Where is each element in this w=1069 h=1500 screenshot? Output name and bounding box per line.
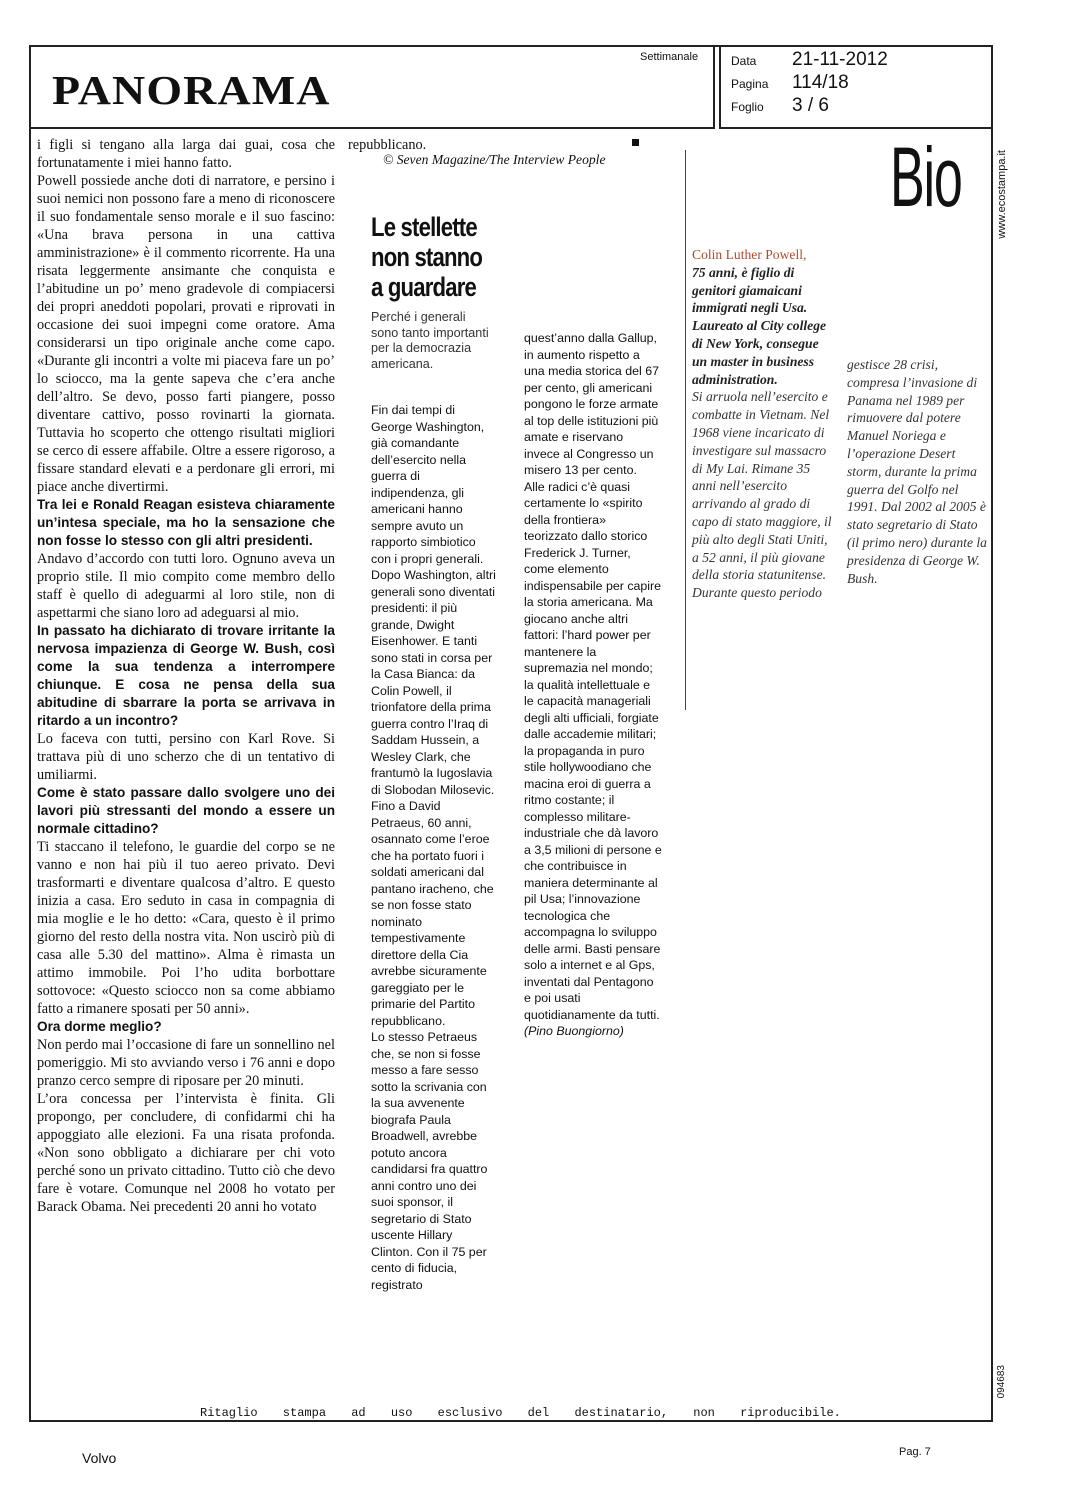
client-name: Volvo (82, 1450, 117, 1466)
bio-career: Si arruola nell’esercito e combatte in Vietnam. Nel 1968 viene incaricato di investigare sul massacro di My Lai. Rimane 35 anni nell’esercito arrivando al grado di capo di stato maggiore, il più alto degli Stati Uniti, a 52 anni, il più giovane della storia statunitense. Durante questo periodo (692, 389, 832, 601)
box-paragraph: Lo stesso Petraeus che, se non si fosse messo a fare sesso sotto la scrivania con la sua avvenente biografa Paula Broadwell, avrebbe potuto ancora candidarsi fra quattro anni contro uno dei suoi sponsor, il segretario di Stato uscente Hillary Clinton. Con il 75 per cento di fiducia, registrato (371, 1030, 488, 1292)
sheet-value: 3 / 6 (792, 95, 829, 116)
bio-title: Bio (890, 130, 962, 224)
bio-column-a (692, 246, 832, 602)
box-column-a (371, 402, 497, 1293)
agency-website: www.ecostampa.it (996, 150, 1008, 239)
box-paragraph (524, 479, 662, 1040)
clipping-code: 094683 (996, 1365, 1007, 1399)
interview-question: Come è stato passare dallo svolgere uno dei lavori più stressanti del mondo a essere un normale cittadino? (37, 785, 335, 836)
end-of-article-mark (632, 139, 639, 146)
box-paragraph-text: Alle radici c’è quasi certamente lo «spirito della frontiera» teorizzato dallo storico Frederick J. Turner, come elemento indispensabile per capire la storia americana. Ma giocano anche altri fattori: l’hard power per mantenere la supremazia nel mondo; la qualità intellettuale e le capacità manageriali degli alti ufficiali, forgiate dalle accademie militari; la propaganda in puro stile hollywoodiano che macina eroi di guerra a ritmo costante; il complesso militare-industriale che dà lavoro a 3,5 milioni di persone e che contribuisce in maniera determinante al pil Usa; l’innovazione tecnologica che accompagna lo sviluppo delle armi. Basti pensare solo a internet e al Gps, inventati dal Pentagono e poi usati quotidianamente da tutti. (524, 479, 662, 1022)
box-column-b (524, 330, 662, 1040)
bio-intro: 75 anni, è figlio di genitori giamaicani immigrati negli Usa. Laureato al City college di New York, consegue un master in business administration. (692, 264, 827, 387)
page-number: Pag. 7 (899, 1446, 931, 1458)
date-value: 21-11-2012 (792, 49, 888, 70)
interview-question: In passato ha dichiarato di trovare irritante la nervosa impazienza di George W. Bush, così come la sua tendenza a interrompere chiunque. E cosa ne pensa della sua abitudine di sbarrare la porta se arrivava in ritardo a un incontro? (37, 623, 335, 728)
page-label: Pagina (731, 77, 769, 91)
interview-paragraph: Lo faceva con tutti, persino con Karl Rove. Si trattava più di uno scherzo che di un tentativo di umiliarmi. (37, 731, 335, 783)
bio-divider (685, 150, 686, 710)
interview-question: Ora dorme meglio? (37, 1019, 162, 1034)
copyright-notice: Ritaglio stampa ad uso esclusivo del destinatario, non riproducibile. (200, 1406, 841, 1420)
interview-question: Tra lei e Ronald Reagan esisteva chiaramente un’intesa speciale, ma ho la sensazione che non fosse lo stesso con gli altri presidenti. (37, 497, 335, 548)
interview-paragraph: Ti staccano il telefono, le guardie del corpo se ne vanno e non hai più il tuo aereo privato. Devi trasformarti e diventare qualcosa d’altro. E questo inizia a casa. Ero seduto in casa in compagnia di mia moglie e le ho detto: «Cara, questo è il primo giorno del resto della nostra vita. Non uscirò più di casa alle 5.30 del mattino». Alma è rimasta un attimo immobile. Poi l’ho udita borbottare sottovoce: «Questo sciocco non sa come abbiamo fatto a rimanere sposati per 50 anni». (37, 839, 335, 1017)
box-paragraph: quest’anno dalla Gallup, in aumento rispetto a una media storica del 67 per cento, gli americani pongono le forze armate al top delle istituzioni più amate e riservano invece al Congresso un misero 13 per cento. (524, 331, 660, 477)
page-value: 114/18 (792, 72, 849, 93)
box-paragraph: Fin dai tempi di George Washington, già comandante dell’esercito nella guerra di indipendenza, gli americani hanno sempre avuto un rapporto simbiotico con i propri generali. Dopo Washington, altri generali sono diventati presidenti: il più grande, Dwight Eisenhower. E tanti sono stati in corsa per la Casa Bianca: da Colin Powell, il trionfatore della prima guerra contro l’Iraq di Saddam Hussein, a Wesley Clark, che frantumò la Iugoslavia di Slobodan Milosevic. Fino a David Petraeus, 60 anni, osannato come l’eroe che ha portato fuori i soldati americani dal pantano iracheno, che se non fosse stato nominato tempestivamente direttore della Cia avrebbe sicuramente gareggiato per le primarie del Partito repubblicano. (371, 403, 496, 1028)
interview-paragraph: Non perdo mai l’occasione di fare un sonnellino nel pomeriggio. Mi sto avviando verso i 76 anni e dopo pranzo cerco sempre di riposare per 20 minuti. (37, 1037, 335, 1089)
photo-credit: © Seven Magazine/The Interview People (383, 152, 606, 167)
bio-name: Colin Luther Powell, (692, 247, 807, 262)
interview-continuation: repubblicano. (348, 137, 427, 153)
interview-paragraph: Powell possiede anche doti di narratore, e persino i suoi nemici non possono fare a meno di riconoscere il suo fondamentale senso morale e il suo fascino: «Una brava persona in una cattiva amministrazione» è il commento ricorrente. Ha una risata leggermente ansimante che conquista e l’abitudine un po’ meno gradevole di compiacersi dei propri aneddoti popolari, provati e riprovati in occasione dei suoi impegni come oratore. Ama considerarsi un tipo originale anche come capo. «Durante gli incontri a volte mi piaceva fare un po’ lo sciocco, ma la gente sapeva che c’era anche dell’altro. Se devo, posso farti piangere, posso diventare cattivo, posso rovinarti la giornata. Tuttavia ho scoperto che ottengo risultati migliori se cerco di essere affabile. Oltre a essere rigoroso, a fissare standard elevati e a perdonare gli errori, mi piace anche divertirmi. (37, 173, 335, 495)
interview-paragraph: Andavo d’accordo con tutti loro. Ognuno aveva un proprio stile. Il mio compito come membro dello staff è quello di adeguarmi al loro stile, non di aspettarmi che siano loro ad adeguarsi al mio. (37, 551, 335, 621)
interview-paragraph: i figli si tengano alla larga dai guai, cosa che fortunatamente i miei hanno fatto. (37, 137, 335, 171)
sheet-label: Foglio (731, 100, 764, 114)
interview-paragraph: L’ora concessa per l’intervista è finita. Gli propongo, per concludere, di confidarmi chi ha appoggiato alle elezioni. Fa una risata profonda. «Non sono obbligato a dichiarare per chi voto perché sono un privato cittadino. Tutto ciò che devo fare è votare. Comunque nel 2008 ho votato per Barack Obama. Nei precedenti 20 anni ho votato (37, 1091, 335, 1215)
date-label: Data (731, 54, 757, 68)
box-signature: (Pino Buongiorno) (524, 1024, 624, 1038)
box-subhead: Perché i generali sono tanto importanti per la democrazia americana. (371, 310, 489, 371)
bio-column-b: gestisce 28 crisi, compresa l’invasione di Panama nel 1989 per rimuovere dal potere Manuel Noriega e l’operazione Desert storm, durante la prima guerra del Golfo nel 1991. Dal 2002 al 2005 è stato segretario di Stato (il primo nero) durante la presidenza di George W. Bush. (847, 357, 987, 586)
publication-logo: PANORAMA (52, 67, 331, 113)
publication-frequency: Settimanale (640, 51, 699, 63)
interview-column (37, 136, 335, 1216)
box-headline: Le stellette non stanno a guardare (371, 212, 483, 302)
